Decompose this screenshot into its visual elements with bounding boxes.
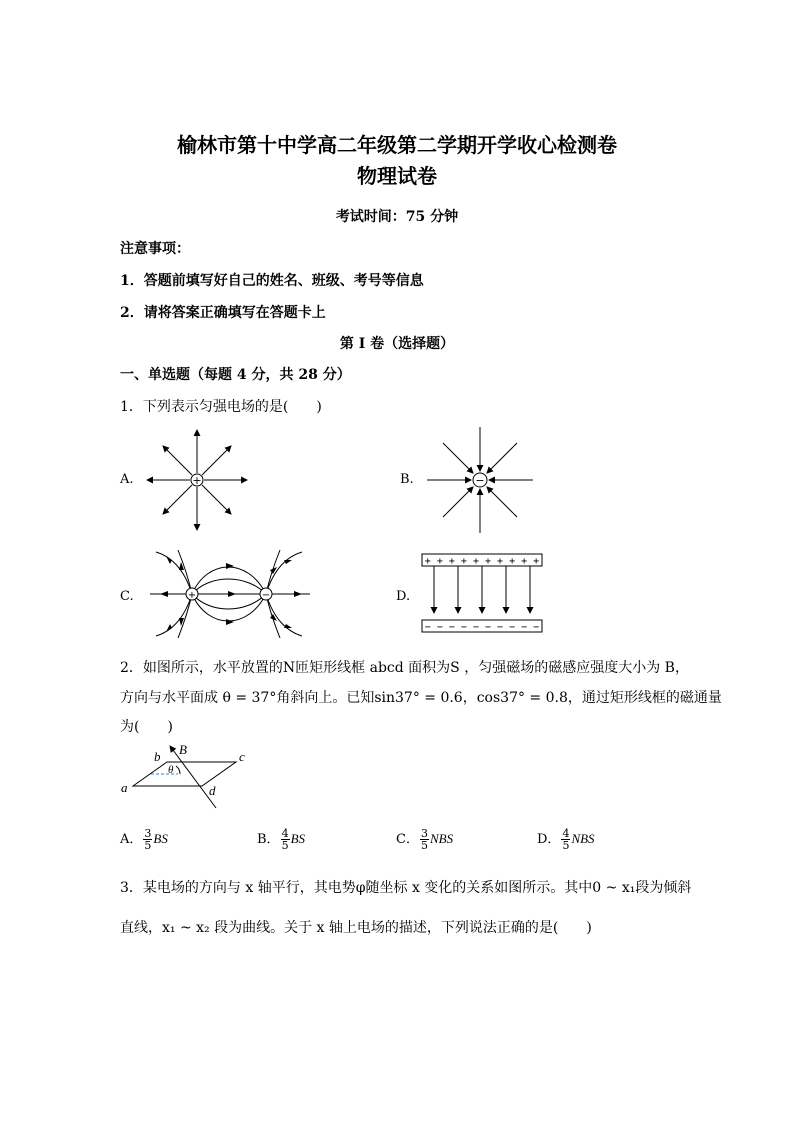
exam-time: 考试时间：75 分钟 — [335, 209, 459, 225]
q2-line3: 为( ) — [120, 719, 173, 735]
q2-figure — [118, 742, 254, 810]
q1-option-a-figure — [145, 428, 249, 532]
q1-option-d-figure — [421, 553, 543, 633]
q2-line1: 2．如图所示，水平放置的N匝矩形线框 abcd 面积为S ，匀强磁场的磁感应强度大小为 B， — [120, 660, 689, 676]
q1-option-c-figure — [148, 548, 316, 640]
dipole-plus: + — [187, 590, 197, 601]
q1-option-a-label: A. — [120, 472, 134, 487]
q1-option-c-label: C. — [120, 589, 134, 604]
q2-option-c[interactable]: C． $\frac{3}{5}$ NBS — [396, 827, 454, 852]
q1-option-d-label: D. — [396, 589, 411, 604]
notice-heading: 注意事项： — [120, 241, 190, 257]
fig-label-b: b — [154, 749, 161, 764]
notice-item-1: 1．答题前填写好自己的姓名、班级、考号等信息 — [120, 273, 424, 289]
fig-label-c: c — [239, 749, 245, 764]
q2-option-a[interactable]: A． $\frac{3}{5}$ BS — [120, 827, 168, 852]
q2-option-d[interactable]: D． $\frac{4}{5}$ NBS — [537, 827, 595, 852]
q2-line2: 方向与水平面成 θ = 37°角斜向上。已知sin37° = 0.6，cos37° = 0.8，通过矩形线框的磁通量 — [120, 690, 722, 706]
plate-top-label: + + + + + + + + + + — [424, 556, 540, 567]
notice-item-2: 2．请将答案正确填写在答题卡上 — [120, 305, 326, 321]
paper-title: 榆林市第十中学高二年级第二学期开学收心检测卷 — [177, 133, 617, 157]
q1-option-b-label: B. — [400, 472, 414, 487]
fig-label-a: a — [121, 780, 128, 795]
plus-sign: + — [192, 474, 202, 487]
q3-line2: 直线，x₁ ~ x₂ 段为曲线。关于 x 轴上电场的描述，下列说法正确的是( ) — [120, 920, 592, 936]
q1-stem: 1．下列表示匀强电场的是( ) — [120, 399, 322, 415]
part-heading: 一、单选题（每题 4 分，共 28 分） — [120, 367, 351, 383]
dipole-minus: − — [261, 590, 271, 601]
q2-option-b[interactable]: B． $\frac{4}{5}$ BS — [257, 827, 306, 852]
q1-option-b-figure — [425, 425, 535, 535]
q3-line1: 3．某电场的方向与 x 轴平行，其电势φ随坐标 x 变化的关系如图所示。其中0 ~ x₁段为倾斜 — [120, 880, 692, 896]
fig-label-B: B — [179, 742, 187, 757]
fig-label-d: d — [209, 783, 216, 798]
fig-label-theta: θ — [168, 764, 174, 776]
paper-subtitle: 物理试卷 — [357, 164, 437, 188]
minus-sign: − — [475, 474, 485, 487]
volume-heading: 第 I 卷（选择题） — [339, 336, 455, 352]
plate-bottom-label: − − − − − − − − − − — [424, 622, 540, 633]
